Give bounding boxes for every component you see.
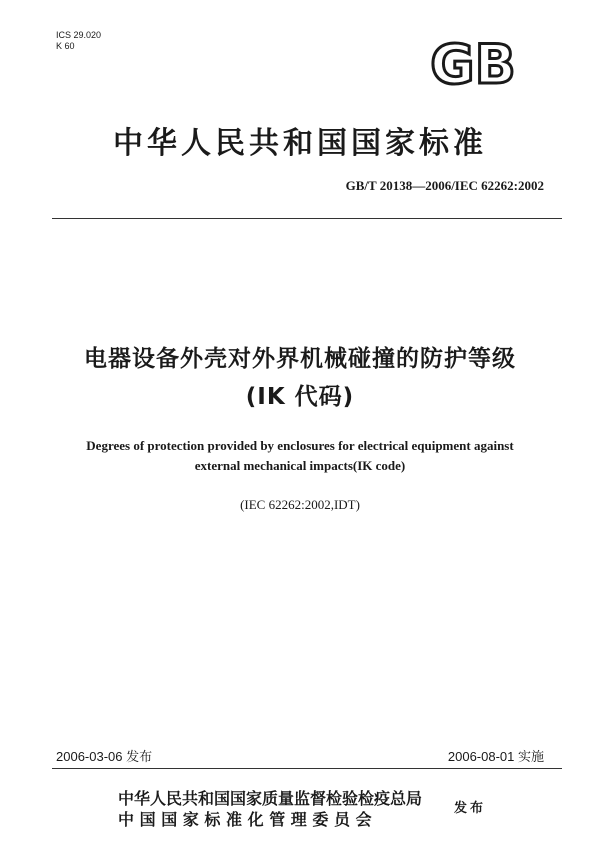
publish-label: 发布 (454, 801, 487, 816)
footer-divider (52, 768, 562, 769)
gb-logo (405, 38, 541, 90)
implement-date: 2006-08-01 实施 (447, 749, 544, 764)
header-divider (52, 218, 562, 219)
title-en (0, 436, 600, 476)
issuer-line2: 中国国家标准化管理委员会 (118, 810, 378, 829)
classification-codes (56, 30, 101, 52)
title-zh-line2: (IK 代码) (245, 384, 355, 410)
equivalence-note: (IEC 62262:2002,IDT) (240, 497, 360, 512)
main-title: 中华人民共和国国家标准 (113, 126, 487, 161)
ics-code: ICS 29.020 (56, 30, 102, 40)
title-en-line2: external mechanical impacts(IK code) (194, 458, 406, 473)
standard-number: GB/T 20138—2006/IEC 62262:2002 (345, 178, 544, 193)
gb-logo-text: GB (430, 38, 516, 90)
title-zh-line1: 电器设备外壳对外界机械碰撞的防护等级 (84, 346, 516, 372)
issue-date: 2006-03-06 发布 (56, 749, 153, 764)
ccs-code: K 60 (56, 41, 75, 51)
issuer-line1: 中华人民共和国国家质量监督检验检疫总局 (118, 789, 423, 808)
title-en-line1: Degrees of protection provided by enclosures for electrical equipment against (86, 438, 514, 453)
